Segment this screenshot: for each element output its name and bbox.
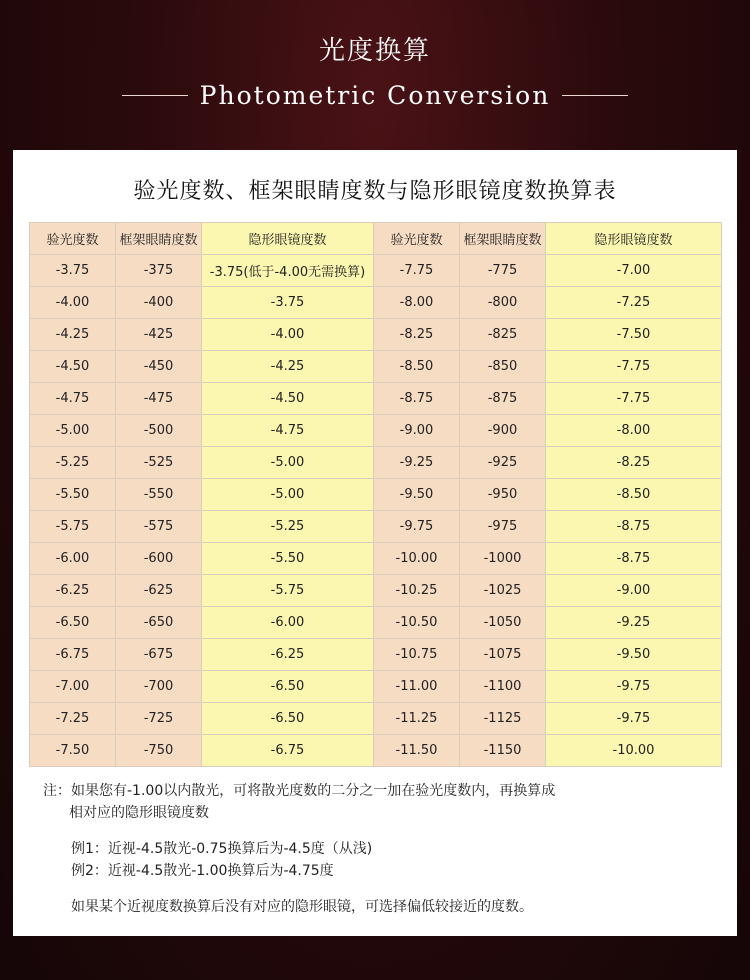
table-cell: -8.75	[546, 511, 722, 543]
column-header: 验光度数	[374, 223, 460, 255]
table-cell: -3.75	[202, 287, 374, 319]
table-cell: -9.75	[546, 703, 722, 735]
table-row	[30, 543, 722, 575]
table-cell: -4.75	[202, 415, 374, 447]
table-cell: -6.00	[30, 543, 116, 575]
table-cell: -8.75	[374, 383, 460, 415]
table-header-row	[30, 223, 722, 255]
table-cell: -825	[460, 319, 546, 351]
table-cell: -10.50	[374, 607, 460, 639]
column-header: 验光度数	[30, 223, 116, 255]
table-row	[30, 671, 722, 703]
table-cell: -6.25	[202, 639, 374, 671]
table-cell: -1150	[460, 735, 546, 767]
table-row	[30, 607, 722, 639]
table-cell: -6.75	[30, 639, 116, 671]
table-cell: -11.00	[374, 671, 460, 703]
table-cell: -975	[460, 511, 546, 543]
table-row	[30, 479, 722, 511]
note-line-2: 相对应的隐形眼镜度数	[69, 805, 209, 821]
table-cell: -9.00	[374, 415, 460, 447]
header	[0, 0, 750, 150]
table-cell: -9.00	[546, 575, 722, 607]
table-cell: -875	[460, 383, 546, 415]
table-row	[30, 735, 722, 767]
table-cell: -675	[116, 639, 202, 671]
table-row	[30, 319, 722, 351]
table-cell: -6.00	[202, 607, 374, 639]
note-example-1: 例1：近视-4.5散光-0.75换算后为-4.5度（从浅)	[71, 841, 373, 857]
page-title: 光度换算	[318, 36, 431, 66]
table-cell: -6.75	[202, 735, 374, 767]
table-cell: -8.25	[374, 319, 460, 351]
table-cell: -10.00	[374, 543, 460, 575]
table-cell: -475	[116, 383, 202, 415]
table-cell: -5.75	[202, 575, 374, 607]
table-cell: -4.75	[30, 383, 116, 415]
table-cell: -625	[116, 575, 202, 607]
table-cell: -550	[116, 479, 202, 511]
table-cell: -9.75	[374, 511, 460, 543]
table-cell: -8.75	[546, 543, 722, 575]
table-cell: -5.00	[202, 479, 374, 511]
table-row	[30, 511, 722, 543]
table-cell: -8.00	[374, 287, 460, 319]
table-cell: -900	[460, 415, 546, 447]
table-cell: -7.75	[546, 351, 722, 383]
note-line-1: 注：如果您有-1.00以内散光，可将散光度数的二分之一加在验光度数内，再换算成	[43, 783, 556, 799]
table-cell: -725	[116, 703, 202, 735]
table-cell: -4.50	[202, 383, 374, 415]
table-cell: -8.25	[546, 447, 722, 479]
table-cell: -11.50	[374, 735, 460, 767]
table-row	[30, 415, 722, 447]
table-cell: -700	[116, 671, 202, 703]
note-footer: 如果某个近视度数换算后没有对应的隐形眼镜，可选择偏低较接近的度数。	[71, 899, 533, 915]
table-cell: -1075	[460, 639, 546, 671]
table-cell: -575	[116, 511, 202, 543]
table-cell: -10.00	[546, 735, 722, 767]
table-cell: -7.00	[546, 255, 722, 287]
table-cell: -7.50	[30, 735, 116, 767]
table-cell: -4.25	[202, 351, 374, 383]
table-cell: -4.00	[202, 319, 374, 351]
table-cell: -5.00	[30, 415, 116, 447]
table-cell: -5.50	[30, 479, 116, 511]
table-cell: -800	[460, 287, 546, 319]
table-cell: -9.50	[374, 479, 460, 511]
subtitle-row	[0, 78, 750, 112]
column-header: 隐形眼镜度数	[546, 223, 722, 255]
table-cell: -9.25	[374, 447, 460, 479]
column-header: 隐形眼镜度数	[202, 223, 374, 255]
note-example-2: 例2：近视-4.5散光-1.00换算后为-4.75度	[71, 863, 334, 879]
table-cell: -500	[116, 415, 202, 447]
table-cell: -1100	[460, 671, 546, 703]
table-cell: -1125	[460, 703, 546, 735]
table-cell: -5.50	[202, 543, 374, 575]
table-row	[30, 447, 722, 479]
table-cell: -8.00	[546, 415, 722, 447]
table-cell: -11.25	[374, 703, 460, 735]
table-cell: -7.75	[374, 255, 460, 287]
table-cell: -5.25	[202, 511, 374, 543]
table-cell: -400	[116, 287, 202, 319]
table-cell: -5.00	[202, 447, 374, 479]
table-cell: -375	[116, 255, 202, 287]
table-row	[30, 703, 722, 735]
table-cell: -775	[460, 255, 546, 287]
table-cell: -10.25	[374, 575, 460, 607]
table-cell: -600	[116, 543, 202, 575]
table-row	[30, 639, 722, 671]
table-cell: -3.75(低于-4.00无需换算)	[202, 255, 374, 287]
table-cell: -6.50	[30, 607, 116, 639]
table-row	[30, 383, 722, 415]
table-cell: -7.00	[30, 671, 116, 703]
table-cell: -7.50	[546, 319, 722, 351]
divider-left	[122, 95, 188, 96]
column-header: 框架眼睛度数	[460, 223, 546, 255]
table-cell: -8.50	[374, 351, 460, 383]
table-cell: -4.25	[30, 319, 116, 351]
table-cell: -9.50	[546, 639, 722, 671]
column-header: 框架眼睛度数	[116, 223, 202, 255]
table-row	[30, 575, 722, 607]
conversion-card	[13, 150, 737, 936]
table-row	[30, 351, 722, 383]
table-cell: -950	[460, 479, 546, 511]
table-cell: -5.25	[30, 447, 116, 479]
table-cell: -6.50	[202, 703, 374, 735]
table-cell: -925	[460, 447, 546, 479]
table-cell: -450	[116, 351, 202, 383]
conversion-table	[29, 222, 722, 767]
table-cell: -7.75	[546, 383, 722, 415]
divider-right	[562, 95, 628, 96]
table-cell: -5.75	[30, 511, 116, 543]
table-cell: -3.75	[30, 255, 116, 287]
table-cell: -7.25	[30, 703, 116, 735]
table-cell: -1050	[460, 607, 546, 639]
table-cell: -7.25	[546, 287, 722, 319]
table-cell: -425	[116, 319, 202, 351]
table-cell: -9.25	[546, 607, 722, 639]
table-title: 验光度数、框架眼睛度数与隐形眼镜度数换算表	[133, 179, 617, 204]
table-cell: -9.75	[546, 671, 722, 703]
table-cell: -750	[116, 735, 202, 767]
table-cell: -6.50	[202, 671, 374, 703]
table-cell: -1000	[460, 543, 546, 575]
table-cell: -4.00	[30, 287, 116, 319]
table-cell: -1025	[460, 575, 546, 607]
table-cell: -4.50	[30, 351, 116, 383]
table-cell: -850	[460, 351, 546, 383]
table-cell: -10.75	[374, 639, 460, 671]
page-subtitle: Photometric Conversion	[199, 80, 551, 110]
table-cell: -525	[116, 447, 202, 479]
table-cell: -8.50	[546, 479, 722, 511]
table-row	[30, 287, 722, 319]
table-row	[30, 255, 722, 287]
table-cell: -6.25	[30, 575, 116, 607]
table-cell: -650	[116, 607, 202, 639]
